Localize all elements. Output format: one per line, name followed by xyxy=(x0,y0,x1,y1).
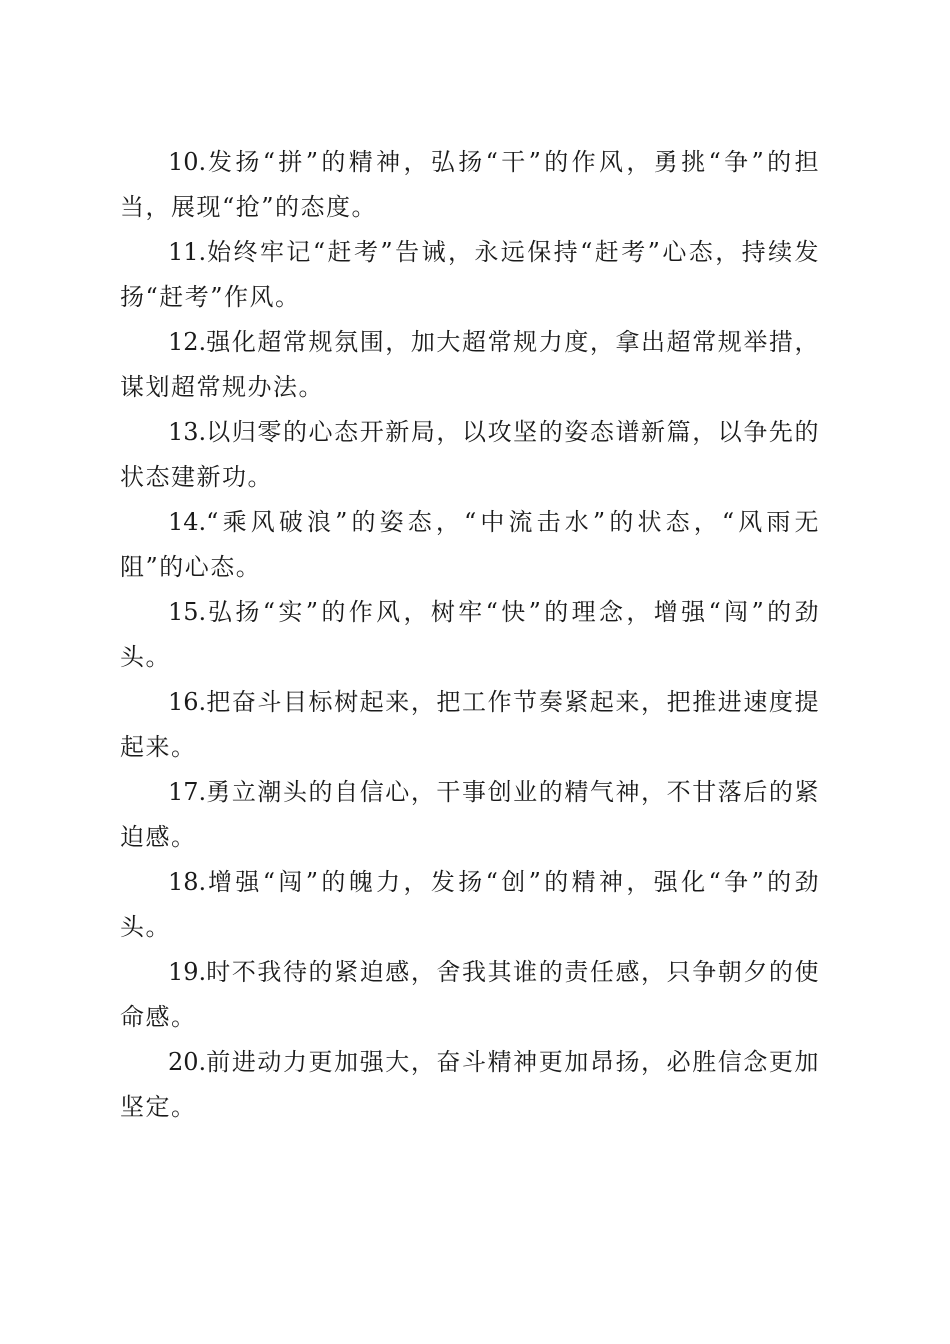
paragraph-number: 17. xyxy=(168,778,207,806)
paragraph-number: 12. xyxy=(168,328,207,356)
paragraph-text: 始终牢记“赶考”告诫，永远保持“赶考”心态，持续发扬“赶考”作风。 xyxy=(120,238,820,311)
paragraph-17 xyxy=(120,770,820,860)
paragraph-text: 强化超常规氛围，加大超常规力度，拿出超常规举措，谋划超常规办法。 xyxy=(120,328,820,401)
paragraph-text: 增强“闯”的魄力，发扬“创”的精神，强化“争”的劲头。 xyxy=(120,868,820,941)
paragraph-10 xyxy=(120,140,820,230)
paragraph-19 xyxy=(120,950,820,1040)
paragraph-number: 18. xyxy=(168,868,207,896)
paragraph-20 xyxy=(120,1040,820,1130)
paragraph-number: 13. xyxy=(168,418,207,446)
paragraph-text: 弘扬“实”的作风，树牢“快”的理念，增强“闯”的劲头。 xyxy=(120,598,820,671)
paragraph-number: 14. xyxy=(168,508,207,536)
paragraph-12 xyxy=(120,320,820,410)
paragraph-number: 19. xyxy=(168,958,207,986)
paragraph-14 xyxy=(120,500,820,590)
paragraph-text: 把奋斗目标树起来，把工作节奏紧起来，把推进速度提起来。 xyxy=(120,688,820,761)
paragraph-11 xyxy=(120,230,820,320)
paragraph-13 xyxy=(120,410,820,500)
document-body xyxy=(120,140,820,1130)
paragraph-18 xyxy=(120,860,820,950)
paragraph-text: 前进动力更加强大，奋斗精神更加昂扬，必胜信念更加坚定。 xyxy=(120,1048,820,1121)
paragraph-text: 以归零的心态开新局，以攻坚的姿态谱新篇，以争先的状态建新功。 xyxy=(120,418,820,491)
paragraph-text: 勇立潮头的自信心，干事创业的精气神，不甘落后的紧迫感。 xyxy=(120,778,820,851)
paragraph-text: 发扬“拼”的精神，弘扬“干”的作风，勇挑“争”的担当，展现“抢”的态度。 xyxy=(120,148,820,221)
paragraph-text: “乘风破浪”的姿态，“中流击水”的状态，“风雨无阻”的心态。 xyxy=(120,508,820,581)
paragraph-15 xyxy=(120,590,820,680)
paragraph-16 xyxy=(120,680,820,770)
paragraph-number: 11. xyxy=(168,238,207,266)
paragraph-number: 16. xyxy=(168,688,207,716)
paragraph-number: 10. xyxy=(168,148,207,176)
paragraph-text: 时不我待的紧迫感，舍我其谁的责任感，只争朝夕的使命感。 xyxy=(120,958,820,1031)
paragraph-number: 20. xyxy=(168,1048,207,1076)
paragraph-number: 15. xyxy=(168,598,207,626)
